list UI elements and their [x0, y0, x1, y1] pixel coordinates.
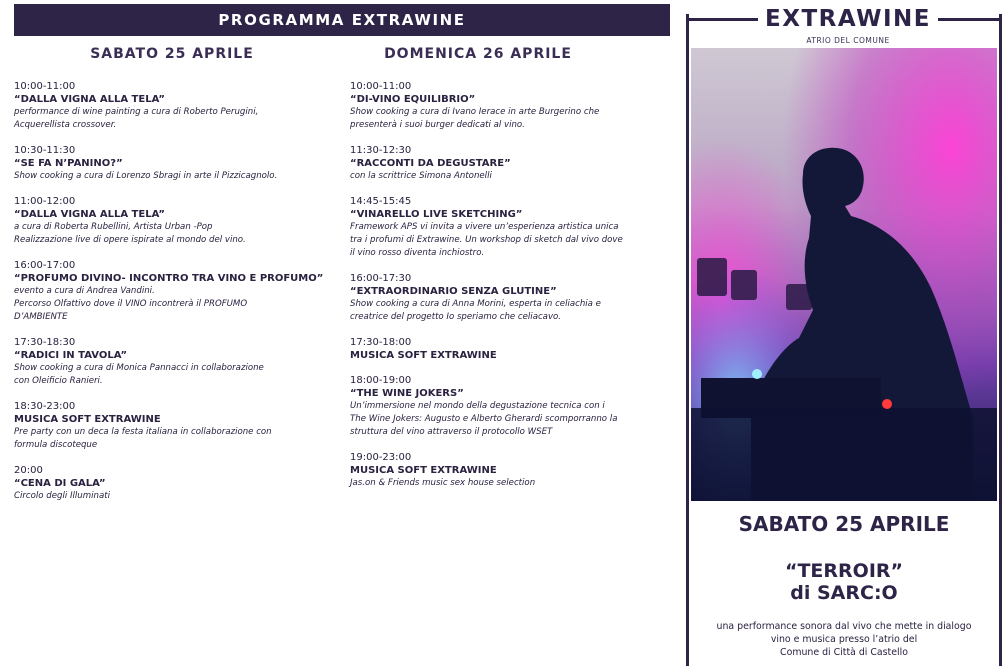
event-time: 19:00-23:00 — [350, 452, 412, 463]
event-title: “VINARELLO LIVE SKETCHING” — [350, 209, 523, 220]
saturday-events — [14, 80, 334, 503]
event-description: Jas.on & Friends music sex house selection — [350, 478, 536, 488]
saturday-heading: SABATO 25 APRILE — [90, 46, 254, 62]
event-time: 18:30-23:00 — [14, 401, 76, 412]
event-title: “DI-VINO EQUILIBRIO” — [350, 94, 476, 105]
poster-description: una performance sonora dal vivo che mette in dialogo vino e musica presso l’atrio del Comune di Città di Castello — [716, 621, 972, 658]
event-description: Show cooking a cura di Anna Morini, esperta in celiachia e creatrice del progetto Io speriamo che celiacavo. — [350, 299, 601, 322]
event-time: 10:00-11:00 — [14, 81, 76, 92]
event-title: “RACCONTI DA DEGUSTARE” — [350, 158, 511, 169]
event-item — [350, 374, 670, 439]
event-description: a cura di Roberta Rubellini, Artista Urban -Pop Realizzazione live di opere ispirate al mondo del vino. — [14, 222, 246, 245]
sunday-column — [350, 46, 670, 502]
event-title: MUSICA SOFT EXTRAWINE — [14, 414, 161, 425]
event-title: “SE FA N’PANINO?” — [14, 158, 123, 169]
event-title: MUSICA SOFT EXTRAWINE — [350, 350, 497, 361]
event-time: 14:45-15:45 — [350, 196, 412, 207]
event-title: “DALLA VIGNA ALLA TELA” — [14, 94, 165, 105]
event-description: evento a cura di Andrea Vandini. Percorso Olfattivo dove il VINO incontrerà il PROFUMO D’AMBIENTE — [14, 286, 248, 322]
event-time: 17:30-18:30 — [14, 337, 76, 348]
event-description: Pre party con un deca la festa italiana in collaborazione con formula discoteque — [14, 427, 272, 450]
sunday-heading: DOMENICA 26 APRILE — [384, 46, 572, 62]
event-title: “RADICI IN TAVOLA” — [14, 350, 128, 361]
event-description: Show cooking a cura di Lorenzo Sbragi in arte il Pizzicagnolo. — [14, 171, 278, 181]
event-time: 16:00-17:30 — [350, 273, 412, 284]
event-item — [14, 80, 334, 132]
event-title: “EXTRAORDINARIO SENZA GLUTINE” — [350, 286, 557, 297]
event-time: 11:00-12:00 — [14, 196, 76, 207]
event-description: Framework APS vi invita a vivere un’esperienza artistica unica tra i profumi di Extrawine. Un workshop di sketch dal vivo dove il vino rosso diventa inchiostro. — [350, 222, 623, 258]
sunday-events — [350, 80, 670, 490]
poster-frame-top-right — [938, 18, 1002, 21]
event-item — [350, 144, 670, 183]
event-title: “THE WINE JOKERS” — [350, 388, 464, 399]
event-title: “CENA DI GALA” — [14, 478, 106, 489]
event-item — [350, 336, 670, 362]
dj-performance-photo — [691, 48, 997, 501]
poster-venue: ATRIO DEL COMUNE — [806, 36, 890, 45]
event-description: Show cooking a cura di Monica Pannacci in collaborazione con Oleificio Ranieri. — [14, 363, 264, 386]
event-description: Un’immersione nel mondo della degustazione tecnica con i The Wine Jokers: Augusto e Alberto Gherardi scomporranno la struttura del vino attraverso il protocollo WSET — [350, 401, 618, 437]
event-item — [14, 336, 334, 388]
event-item — [14, 144, 334, 183]
event-description: performance di wine painting a cura di Roberto Perugini, Acquerellista crossover. — [14, 107, 259, 130]
event-item — [350, 80, 670, 132]
event-item — [14, 400, 334, 452]
event-time: 20:00 — [14, 465, 43, 476]
deck-light — [752, 369, 762, 379]
event-time: 17:30-18:00 — [350, 337, 412, 348]
poster-frame-top-left — [686, 18, 758, 21]
event-time: 18:00-19:00 — [350, 375, 412, 386]
event-time: 10:30-11:30 — [14, 145, 76, 156]
event-title: MUSICA SOFT EXTRAWINE — [350, 465, 497, 476]
event-item — [350, 272, 670, 324]
event-description: con la scrittrice Simona Antonelli — [350, 171, 492, 181]
event-description: Circolo degli Illuminati — [14, 491, 110, 501]
event-item — [14, 464, 334, 503]
event-time: 16:00-17:00 — [14, 260, 76, 271]
extrawine-logo: EXTRAWINE — [765, 6, 931, 32]
event-item — [350, 195, 670, 260]
event-item — [14, 195, 334, 247]
event-item — [14, 259, 334, 324]
event-time: 10:00-11:00 — [350, 81, 412, 92]
saturday-column — [14, 46, 334, 515]
poster-title: “TERROIR” — [784, 560, 904, 582]
event-title: “DALLA VIGNA ALLA TELA” — [14, 209, 165, 220]
program-banner: PROGRAMMA EXTRAWINE — [14, 4, 670, 36]
event-description: Show cooking a cura di Ivano Ierace in arte Burgerino che presenterà i suoi burger dedicati al vino. — [350, 107, 600, 130]
poster-title-author: di SARC:O — [790, 582, 898, 604]
poster-date: SABATO 25 APRILE — [738, 512, 950, 536]
event-title: “PROFUMO DIVINO- INCONTRO TRA VINO E PROFUMO” — [14, 273, 324, 284]
event-item — [350, 451, 670, 490]
event-time: 11:30-12:30 — [350, 145, 412, 156]
